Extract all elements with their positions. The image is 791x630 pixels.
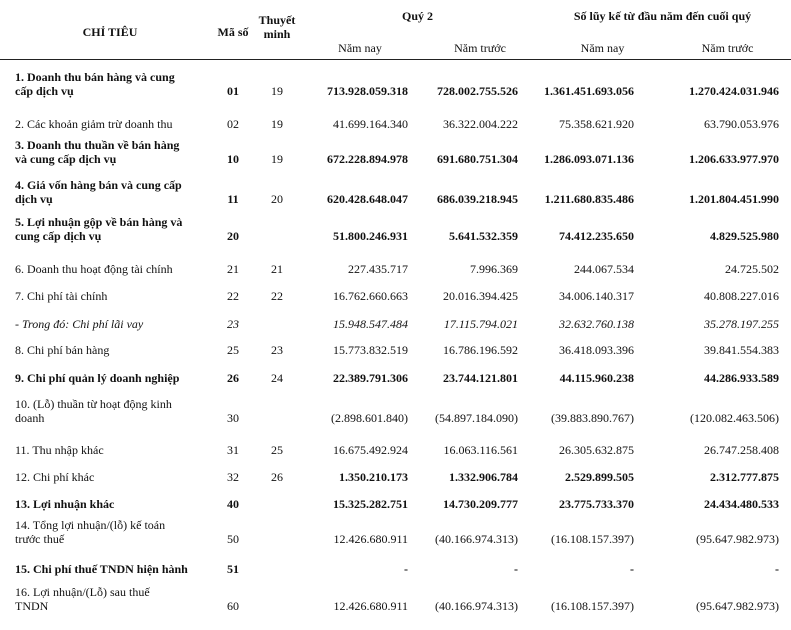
header-quarter: Quý 2 xyxy=(401,9,433,23)
cumulative-prior-year-cell: (95.647.982.973) xyxy=(696,599,779,613)
cumulative-prior-year-cell: 44.286.933.589 xyxy=(704,371,779,385)
quarter-prior-year-cell: 728.002.755.526 xyxy=(437,84,518,98)
cumulative-current-year-cell: (39.883.890.767) xyxy=(551,411,634,425)
cumulative-prior-year-cell: 1.206.633.977.970 xyxy=(689,152,779,166)
row-label: 4. Giá vốn hàng bán và cung cấp xyxy=(15,178,182,192)
quarter-prior-year-cell: (40.166.974.313) xyxy=(435,532,518,546)
quarter-prior-year-cell: 36.322.004.222 xyxy=(443,117,518,131)
quarter-prior-year-cell: (40.166.974.313) xyxy=(435,599,518,613)
cumulative-prior-year-cell: - xyxy=(775,562,779,576)
quarter-prior-year-cell: 5.641.532.359 xyxy=(449,229,518,243)
ma-so-cell: 40 xyxy=(227,497,239,511)
quarter-prior-year-cell: - xyxy=(514,562,518,576)
row-label-continued: trước thuế xyxy=(15,532,65,546)
header-cumulative-current-year: Năm nay xyxy=(580,41,625,55)
cumulative-prior-year-cell: 1.270.424.031.946 xyxy=(689,84,779,98)
thuyet-minh-cell: 22 xyxy=(271,289,283,303)
quarter-prior-year-cell: 14.730.209.777 xyxy=(443,497,518,511)
quarter-current-year-cell: 16.762.660.663 xyxy=(333,289,408,303)
cumulative-prior-year-cell: 26.747.258.408 xyxy=(704,443,779,457)
quarter-prior-year-cell: 17.115.794.021 xyxy=(443,317,518,331)
thuyet-minh-cell: 25 xyxy=(271,443,283,457)
cumulative-current-year-cell: 1.361.451.693.056 xyxy=(544,84,634,98)
header-ma-so: Mã số xyxy=(217,25,249,39)
cumulative-prior-year-cell: 4.829.525.980 xyxy=(710,229,779,243)
ma-so-cell: 21 xyxy=(227,262,239,276)
header-quarter-current-year: Năm nay xyxy=(338,41,382,55)
quarter-prior-year-cell: 23.744.121.801 xyxy=(443,371,518,385)
row-label-continued: và cung cấp dịch vụ xyxy=(15,152,117,166)
row-label: 11. Thu nhập khác xyxy=(15,443,104,457)
cumulative-prior-year-cell: 35.278.197.255 xyxy=(704,317,779,331)
quarter-current-year-cell: 16.675.492.924 xyxy=(333,443,408,457)
quarter-prior-year-cell: 16.786.196.592 xyxy=(443,343,518,357)
row-label: 7. Chi phí tài chính xyxy=(15,289,108,303)
quarter-current-year-cell: 672.228.894.978 xyxy=(327,152,408,166)
quarter-current-year-cell: 22.389.791.306 xyxy=(333,371,408,385)
header-chi-tieu: CHỈ TIÊU xyxy=(82,25,138,39)
quarter-current-year-cell: 41.699.164.340 xyxy=(333,117,408,131)
row-label: 16. Lợi nhuận/(Lỗ) sau thuế xyxy=(15,585,150,599)
row-label-continued: doanh xyxy=(15,411,45,425)
ma-so-cell: 26 xyxy=(227,371,239,385)
row-label: 9. Chi phí quản lý doanh nghiệp xyxy=(15,371,180,385)
quarter-prior-year-cell: 1.332.906.784 xyxy=(449,470,518,484)
cumulative-prior-year-cell: 24.725.502 xyxy=(725,262,779,276)
quarter-current-year-cell: 713.928.059.318 xyxy=(327,84,408,98)
cumulative-current-year-cell: 244.067.534 xyxy=(574,262,634,276)
row-label: 15. Chi phí thuế TNDN hiện hành xyxy=(15,562,188,576)
cumulative-current-year-cell: (16.108.157.397) xyxy=(551,532,634,546)
quarter-current-year-cell: - xyxy=(404,562,408,576)
ma-so-cell: 30 xyxy=(227,411,239,425)
thuyet-minh-cell: 24 xyxy=(271,371,283,385)
cumulative-prior-year-cell: 63.790.053.976 xyxy=(704,117,779,131)
thuyet-minh-cell: 20 xyxy=(271,192,283,206)
cumulative-prior-year-cell: (95.647.982.973) xyxy=(696,532,779,546)
quarter-prior-year-cell: 691.680.751.304 xyxy=(437,152,518,166)
row-label: 10. (Lỗ) thuần từ hoạt động kinh xyxy=(15,397,172,411)
row-label-continued: TNDN xyxy=(15,599,49,613)
cumulative-prior-year-cell: 39.841.554.383 xyxy=(704,343,779,357)
row-label-continued: cung cấp dịch vụ xyxy=(15,229,102,243)
cumulative-prior-year-cell: 1.201.804.451.990 xyxy=(689,192,779,206)
ma-so-cell: 23 xyxy=(227,317,239,331)
row-label: 12. Chi phí khác xyxy=(15,470,95,484)
header-rule xyxy=(0,59,791,60)
ma-so-cell: 51 xyxy=(227,562,239,576)
cumulative-current-year-cell: 74.412.235.650 xyxy=(559,229,634,243)
ma-so-cell: 01 xyxy=(227,84,239,98)
header-cumulative-prior-year: Năm trước xyxy=(701,41,754,55)
ma-so-cell: 31 xyxy=(227,443,239,457)
quarter-current-year-cell: 15.325.282.751 xyxy=(333,497,408,511)
quarter-current-year-cell: 15.773.832.519 xyxy=(333,343,408,357)
quarter-prior-year-cell: 20.016.394.425 xyxy=(443,289,518,303)
cumulative-current-year-cell: 36.418.093.396 xyxy=(559,343,634,357)
cumulative-current-year-cell: 23.775.733.370 xyxy=(559,497,634,511)
row-label: - Trong đó: Chi phí lãi vay xyxy=(15,317,144,331)
cumulative-current-year-cell: 1.286.093.071.136 xyxy=(544,152,634,166)
row-label: 2. Các khoản giảm trừ doanh thu xyxy=(15,117,173,131)
ma-so-cell: 10 xyxy=(227,152,239,166)
quarter-current-year-cell: 51.800.246.931 xyxy=(333,229,408,243)
cumulative-current-year-cell: 1.211.680.835.486 xyxy=(544,192,634,206)
row-label-continued: dịch vụ xyxy=(15,192,53,206)
row-label: 6. Doanh thu hoạt động tài chính xyxy=(15,262,173,276)
cumulative-current-year-cell: 32.632.760.138 xyxy=(559,317,634,331)
thuyet-minh-cell: 19 xyxy=(271,84,283,98)
quarter-prior-year-cell: (54.897.184.090) xyxy=(435,411,518,425)
cumulative-current-year-cell: - xyxy=(630,562,634,576)
quarter-prior-year-cell: 16.063.116.561 xyxy=(443,443,518,457)
header-cumulative: Số lũy kế từ đầu năm đến cuối quý xyxy=(573,9,752,23)
header-thuyet-minh-line2: minh xyxy=(263,27,291,41)
quarter-current-year-cell: 1.350.210.173 xyxy=(339,470,408,484)
thuyet-minh-cell: 26 xyxy=(271,470,283,484)
thuyet-minh-cell: 19 xyxy=(271,117,283,131)
cumulative-current-year-cell: 2.529.899.505 xyxy=(565,470,634,484)
row-label: 1. Doanh thu bán hàng và cung xyxy=(15,70,175,84)
ma-so-cell: 32 xyxy=(227,470,239,484)
cumulative-current-year-cell: 44.115.960.238 xyxy=(559,371,634,385)
ma-so-cell: 11 xyxy=(227,192,239,206)
ma-so-cell: 50 xyxy=(227,532,239,546)
ma-so-cell: 02 xyxy=(227,117,239,131)
row-label-continued: cấp dịch vụ xyxy=(15,84,74,98)
cumulative-current-year-cell: 26.305.632.875 xyxy=(559,443,634,457)
ma-so-cell: 25 xyxy=(227,343,239,357)
quarter-current-year-cell: 15.948.547.484 xyxy=(333,317,408,331)
row-label: 14. Tổng lợi nhuận/(lỗ) kế toán xyxy=(15,518,166,532)
row-label: 13. Lợi nhuận khác xyxy=(15,497,115,511)
quarter-current-year-cell: 227.435.717 xyxy=(348,262,408,276)
thuyet-minh-cell: 21 xyxy=(271,262,283,276)
cumulative-current-year-cell: 34.006.140.317 xyxy=(559,289,634,303)
quarter-current-year-cell: 12.426.680.911 xyxy=(333,532,408,546)
ma-so-cell: 60 xyxy=(227,599,239,613)
cumulative-prior-year-cell: 40.808.227.016 xyxy=(704,289,779,303)
row-label: 5. Lợi nhuận gộp về bán hàng và xyxy=(15,215,183,229)
quarter-prior-year-cell: 686.039.218.945 xyxy=(437,192,518,206)
quarter-current-year-cell: 620.428.648.047 xyxy=(327,192,408,206)
quarter-prior-year-cell: 7.996.369 xyxy=(470,262,518,276)
ma-so-cell: 22 xyxy=(227,289,239,303)
thuyet-minh-cell: 23 xyxy=(271,343,283,357)
quarter-current-year-cell: 12.426.680.911 xyxy=(333,599,408,613)
ma-so-cell: 20 xyxy=(227,229,239,243)
thuyet-minh-cell: 19 xyxy=(271,152,283,166)
cumulative-current-year-cell: (16.108.157.397) xyxy=(551,599,634,613)
cumulative-prior-year-cell: 24.434.480.533 xyxy=(704,497,779,511)
header-thuyet-minh-line1: Thuyết xyxy=(258,13,296,27)
cumulative-prior-year-cell: (120.082.463.506) xyxy=(690,411,779,425)
cumulative-prior-year-cell: 2.312.777.875 xyxy=(710,470,779,484)
cumulative-current-year-cell: 75.358.621.920 xyxy=(559,117,634,131)
row-label: 8. Chi phí bán hàng xyxy=(15,343,110,357)
quarter-current-year-cell: (2.898.601.840) xyxy=(331,411,408,425)
row-label: 3. Doanh thu thuần về bán hàng xyxy=(15,138,180,152)
header-quarter-prior-year: Năm trước xyxy=(454,41,506,55)
